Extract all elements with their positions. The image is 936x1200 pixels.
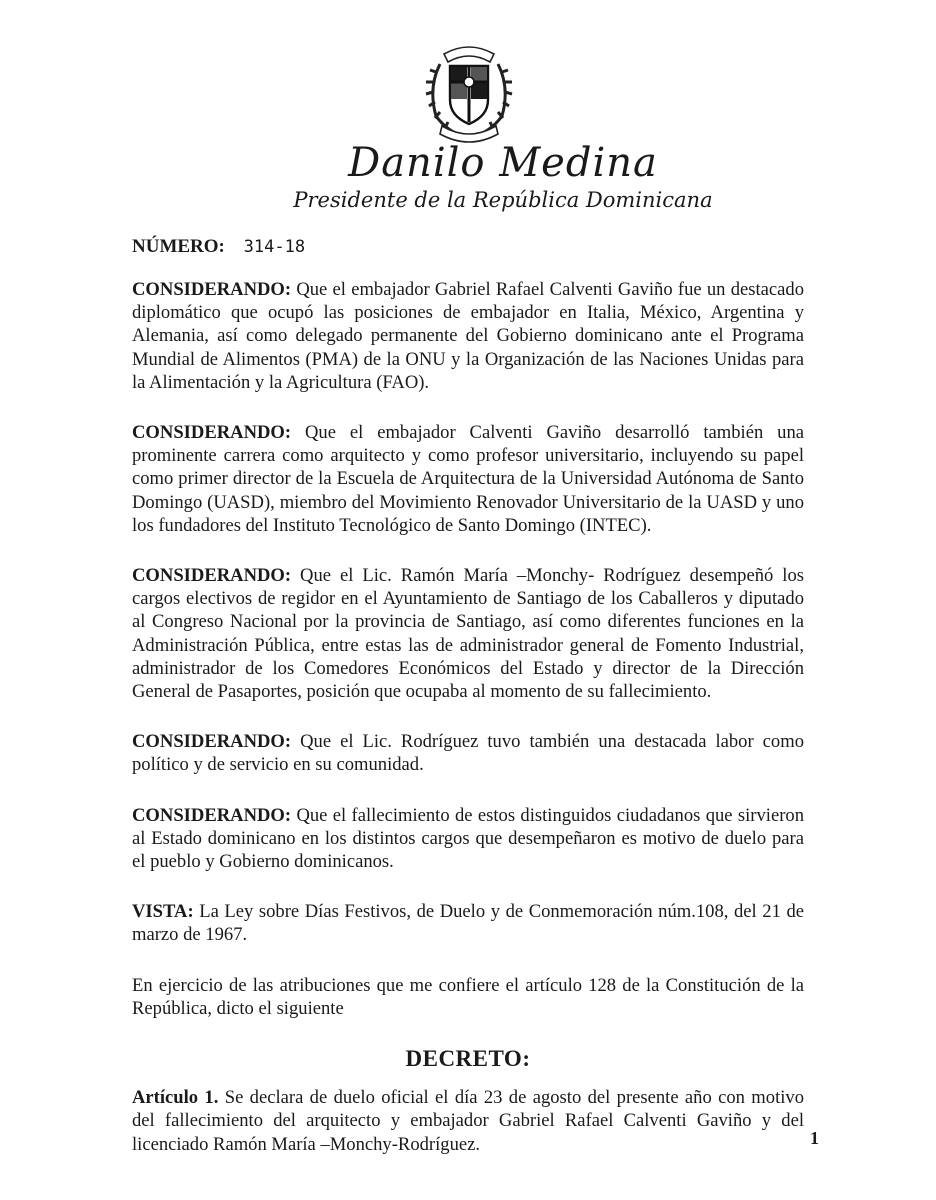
paragraph-lead: CONSIDERANDO:	[132, 565, 292, 587]
letterhead-name: Danilo Medina	[348, 140, 658, 186]
article-lead: Artículo 1.	[132, 1087, 219, 1109]
decree-number-label: NÚMERO:	[132, 236, 225, 257]
paragraph-text: La Ley sobre Días Festivos, de Duelo y de Conmemoración núm.108, del 21 de marzo de 1967.	[132, 901, 804, 946]
attributions-paragraph	[132, 974, 804, 1020]
considerando-paragraph	[132, 804, 804, 874]
page-number: 1	[810, 1128, 819, 1148]
document-body	[132, 278, 804, 1183]
decree-number	[132, 236, 305, 258]
paragraph-lead: CONSIDERANDO:	[132, 731, 292, 753]
decree-number-value: 314-18	[243, 237, 306, 257]
considerando-paragraph	[132, 278, 804, 394]
coat-of-arms-icon	[418, 38, 520, 148]
paragraph-text: Que el embajador Gabriel Rafael Calventi Gaviño fue un destacado diplomático que ocupó las posiciones de embajador en Italia, México, Argentina y Alemania, así como delegado permanente del Gobierno dominicano ante el Programa Mundial de Alimentos (PMA) de la ONU y la Organización de las Naciones Unidas para la Alimentación y la Agricultura (FAO).	[132, 279, 804, 393]
paragraph-text: Que el embajador Calventi Gaviño desarrolló también una prominente carrera como arquitecto y como profesor universitario, incluyendo su papel como primer director de la Escuela de Arquitectura de la Universidad Autónoma de Santo Domingo (UASD), miembro del Movimiento Renovador Universitario de la UASD y uno los fundadores del Instituto Tecnológico de Santo Domingo (INTEC).	[132, 422, 804, 536]
vista-paragraph	[132, 900, 804, 946]
considerando-paragraph	[132, 564, 804, 703]
paragraph-text: Que el fallecimiento de estos distinguidos ciudadanos que sirvieron al Estado dominicano en los distintos cargos que desempeñaron es motivo de duelo para el pueblo y Gobierno dominicanos.	[132, 804, 804, 873]
paragraph-text: Que el Lic. Ramón María –Monchy- Rodríguez desempeñó los cargos electivos de regidor en el Ayuntamiento de Santiago de los Caballeros y diputado al Congreso Nacional por la provincia de Santiago, así como diferentes funciones en la Administración Pública, entre estas las de administrador general de Fomento Industrial, administrador de los Comedores Económicos del Estado y director de la Dirección General de Pasaportes, posición que ocupaba al momento de su fallecimiento.	[132, 565, 804, 703]
decree-heading: DECRETO:	[405, 1046, 531, 1072]
letterhead-title: Presidente de la República Dominicana	[293, 188, 713, 212]
paragraph-text: En ejercicio de las atribuciones que me confiere el artículo 128 de la Constitución de la República, dicto el siguiente	[132, 974, 804, 1019]
paragraph-lead: CONSIDERANDO:	[132, 422, 292, 444]
paragraph-lead: CONSIDERANDO:	[132, 279, 292, 300]
paragraph-lead: CONSIDERANDO:	[132, 804, 292, 826]
considerando-paragraph	[132, 730, 804, 776]
considerando-paragraph	[132, 421, 804, 537]
article-paragraph	[132, 1086, 804, 1156]
paragraph-lead: VISTA:	[132, 901, 194, 923]
article-text: Se declara de duelo oficial el día 23 de agosto del presente año con motivo del fallecimiento del arquitecto y embajador Gabriel Rafael Calventi Gaviño y del licenciado Ramón María –Monchy-Rodríguez.	[132, 1087, 804, 1155]
paragraph-text: Que el Lic. Rodríguez tuvo también una destacada labor como político y de servicio en su comunidad.	[132, 731, 804, 776]
